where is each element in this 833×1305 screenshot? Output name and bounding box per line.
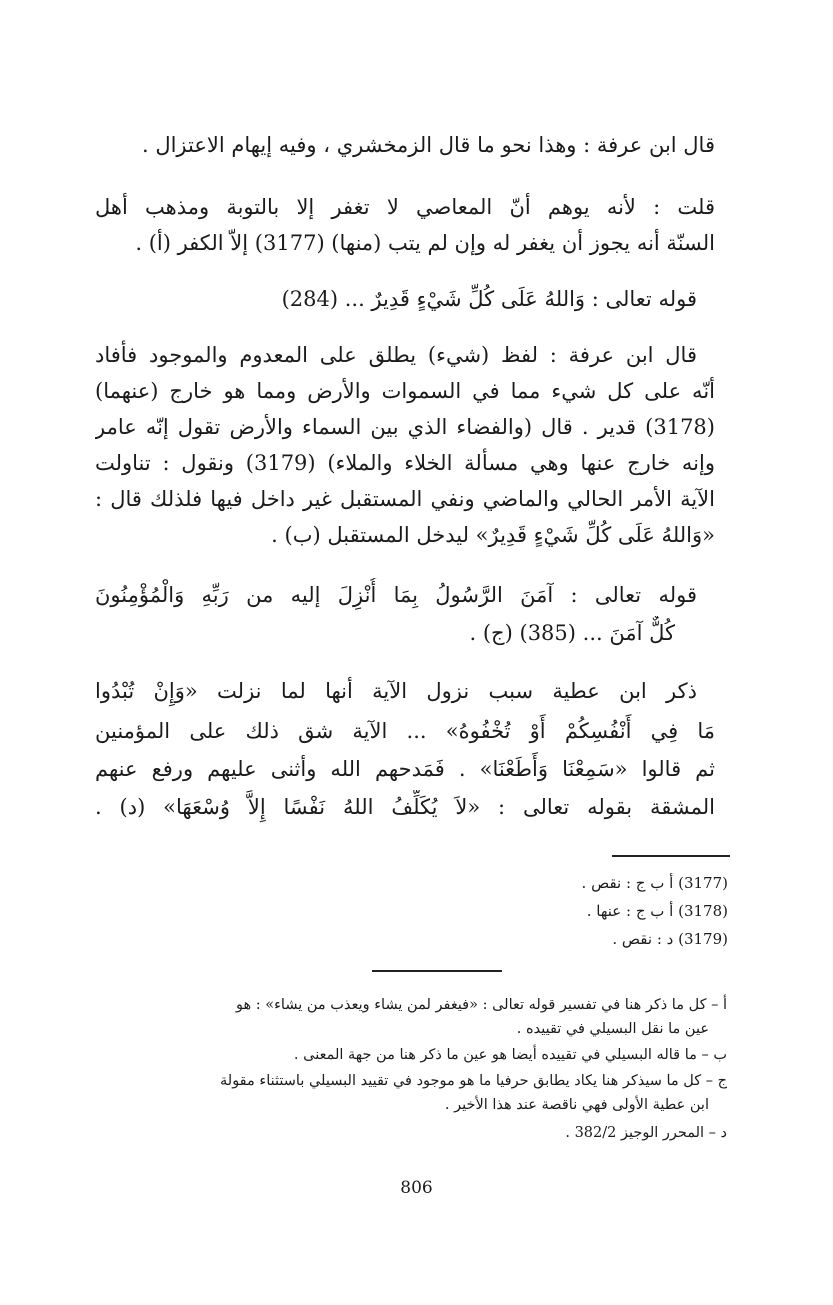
text-line: قال ابن عرفة : لفظ (شيء) يطلق على المعدوم والموجود فأفاد bbox=[95, 343, 697, 367]
text-line: ثم قالوا «سَمِعْنَا وَأَطَعْنَا» . فَمَدحهم الله وأثنى عليهم ورفع عنهم bbox=[95, 757, 715, 781]
variant-note: (3177) أ ب ج : نقص . bbox=[581, 874, 728, 892]
page-number: 806 bbox=[400, 1178, 433, 1198]
text-line: ذكر ابن عطية سبب نزول الآية أنها لما نزلت «وَإِنْ تُبْدُوا bbox=[95, 679, 697, 703]
variant-note: (3179) د : نقص . bbox=[612, 930, 728, 948]
text-line: كُلٌّ آمَنَ ... (385) (ج) . bbox=[469, 621, 675, 645]
text-line: وإنه خارج عنها وهي مسألة الخلاء والملاء) (3179) ونقول : تناولت bbox=[95, 451, 715, 475]
commentary-note: عين ما نقل البسيلي في تقييده . bbox=[516, 1021, 709, 1037]
text-line: المشقة بقوله تعالى : «لاَ يُكَلِّفُ اللهُ نَفْسًا إِلاَّ وُسْعَهَا» (د) . bbox=[95, 795, 715, 819]
text-line: الآية الأمر الحالي والماضي ونفي المستقبل غير داخل فيها فلذلك قال : bbox=[95, 487, 715, 511]
commentary-note: ابن عطية الأولى فهي ناقصة عند هذا الأخير . bbox=[444, 1097, 709, 1113]
notes-separator bbox=[372, 970, 502, 972]
variant-note: (3178) أ ب ج : عنها . bbox=[586, 902, 728, 920]
text-line: أنّه على كل شيء مما في السموات والأرض ومما هو خارج (عنهما) bbox=[95, 379, 715, 403]
verse-heading: قوله تعالى : وَاللهُ عَلَى كُلِّ شَيْءٍ قَدِيرٌ ... (284) bbox=[281, 287, 697, 311]
commentary-note: د – المحرر الوجيز 382/2 . bbox=[565, 1125, 727, 1141]
commentary-note: ب – ما قاله البسيلي في تقييده أيضا هو عين ما ذكر هنا من جهة المعنى . bbox=[293, 1047, 727, 1063]
commentary-note: أ – كل ما ذكر هنا في تفسير قوله تعالى : «فيغفر لمن يشاء ويعذب من يشاء» : هو bbox=[235, 997, 727, 1013]
verse-heading: قوله تعالى : آمَنَ الرَّسُولُ بِمَا أُنْزِلَ إليه من رَبِّهِ وَالْمُؤْمِنُونَ bbox=[95, 583, 697, 607]
text-line: قلت : لأنه يوهم أنّ المعاصي لا تغفر إلا بالتوبة ومذهب أهل bbox=[95, 195, 715, 219]
commentary-note: ج – كل ما سيذكر هنا يكاد يطابق حرفيا ما هو موجود في تقييد البسيلي باستثناء مقولة bbox=[220, 1073, 727, 1089]
text-line: السنّة أنه يجوز أن يغفر له وإن لم يتب (منها) (3177) إلاّ الكفر (أ) . bbox=[135, 231, 715, 255]
text-line: «وَاللهُ عَلَى كُلِّ شَيْءٍ قَدِيرٌ» ليدخل المستقبل (ب) . bbox=[271, 523, 715, 547]
text-line: قال ابن عرفة : وهذا نحو ما قال الزمخشري ، وفيه إيهام الاعتزال . bbox=[141, 133, 715, 157]
text-line: مَا فِي أَنْفُسِكُمْ أَوْ تُخْفُوهُ» ... الآية شق ذلك على المؤمنين bbox=[95, 719, 715, 743]
text-line: (3178) قدير . قال (والفضاء الذي بين السماء والأرض تقول إنّه عامر bbox=[95, 415, 715, 439]
footnote-separator bbox=[612, 855, 730, 857]
